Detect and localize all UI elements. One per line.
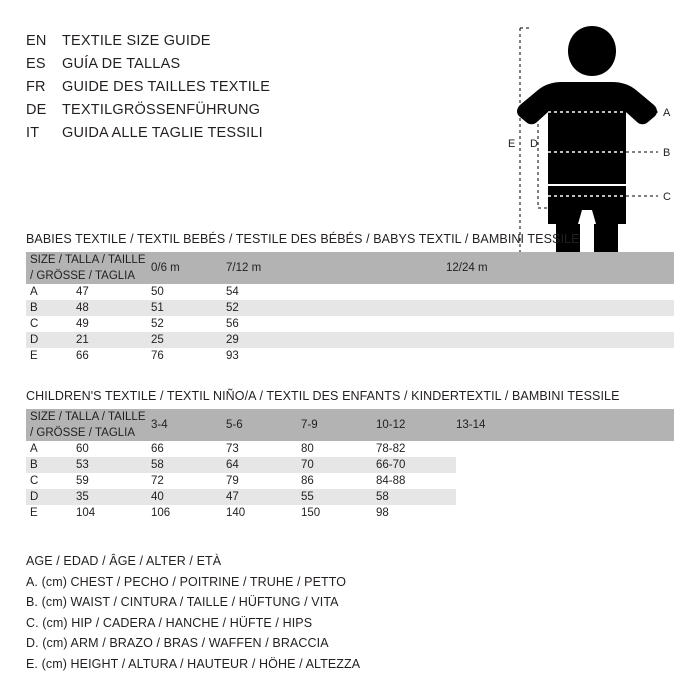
cell-value: 52 <box>226 300 446 316</box>
babies-section-title: BABIES TEXTILE / TEXTIL BEBÉS / TESTILE DES BÉBÉS / BABYS TEXTIL / BAMBINI TESSILE <box>26 232 580 246</box>
legend-line-waist: B. (cm) WAIST / CINTURA / TAILLE / HÜFTUNG / VITA <box>26 595 339 609</box>
cell-value <box>446 300 674 316</box>
language-code: IT <box>26 125 40 141</box>
column-header: 0/6 m <box>151 252 226 284</box>
cell-value: 72 <box>151 473 226 489</box>
figure-label-a: A <box>663 107 671 119</box>
cell-value: 47 <box>226 489 301 505</box>
table-row <box>26 473 674 489</box>
cell-value: 73 <box>226 441 301 457</box>
cell-value: 49 <box>76 316 151 332</box>
cell-value: 84-88 <box>376 473 456 489</box>
cell-value: 56 <box>226 316 446 332</box>
legend-line-hip: C. (cm) HIP / CADERA / HANCHE / HÜFTE / HIPS <box>26 615 313 630</box>
cell-value: 104 <box>76 505 151 521</box>
cell-value: 53 <box>76 457 151 473</box>
cell-value: 21 <box>76 332 151 348</box>
cell-value: 58 <box>151 457 226 473</box>
figure-label-d: D <box>530 138 538 150</box>
row-label: C <box>26 316 76 332</box>
cell-value: 47 <box>76 284 151 300</box>
language-title: TEXTILE SIZE GUIDE <box>62 33 211 49</box>
language-code: EN <box>26 33 47 49</box>
table-row <box>26 316 674 332</box>
row-label: A <box>26 441 76 457</box>
language-row <box>26 125 466 148</box>
cell-value: 98 <box>376 505 456 521</box>
cell-value: 29 <box>226 332 446 348</box>
table-row <box>26 332 674 348</box>
cell-value: 60 <box>76 441 151 457</box>
legend-line-age: AGE / EDAD / ÂGE / ALTER / ETÀ <box>26 554 222 568</box>
column-header: 5-6 <box>226 409 301 441</box>
cell-value: 59 <box>76 473 151 489</box>
row-label: B <box>26 300 76 316</box>
cell-value: 66-70 <box>376 457 456 473</box>
column-header: 7/12 m <box>226 252 446 284</box>
table-row <box>26 300 674 316</box>
row-label: D <box>26 489 76 505</box>
language-title: TEXTILGRÖSSENFÜHRUNG <box>62 102 261 118</box>
cell-value: 58 <box>376 489 456 505</box>
table-header-row <box>26 409 674 441</box>
cell-value: 66 <box>76 348 151 364</box>
column-header: 12/24 m <box>446 252 674 284</box>
figure-label-b: B <box>663 147 671 159</box>
row-label: D <box>26 332 76 348</box>
legend-line-height: E. (cm) HEIGHT / ALTURA / HAUTEUR / HÖHE / ALTEZZA <box>26 656 361 671</box>
cell-value <box>446 332 674 348</box>
cell-value <box>446 316 674 332</box>
cell-value: 140 <box>226 505 301 521</box>
cell-value: 52 <box>151 316 226 332</box>
legend-line-chest: A. (cm) CHEST / PECHO / POITRINE / TRUHE / PETTO <box>26 574 347 589</box>
figure-label-e: E <box>508 138 516 150</box>
column-header: 7-9 <box>301 409 376 441</box>
row-label: E <box>26 348 76 364</box>
babies-section <box>26 232 674 364</box>
figure-label-c: C <box>663 191 671 203</box>
table-row <box>26 489 674 505</box>
cell-value: 80 <box>301 441 376 457</box>
cell-value: 79 <box>226 473 301 489</box>
column-header: 10-12 <box>376 409 456 441</box>
cell-value: 55 <box>301 489 376 505</box>
children-size-table <box>26 409 674 521</box>
language-code: FR <box>26 79 46 95</box>
column-header: 3-4 <box>151 409 226 441</box>
column-header: SIZE / TALLA / TAILLE / GRÖSSE / TAGLIA <box>26 252 151 284</box>
row-label: C <box>26 473 76 489</box>
cell-value: 64 <box>226 457 301 473</box>
table-row <box>26 457 674 473</box>
measurement-legend <box>26 551 360 674</box>
legend-line-arm: D. (cm) ARM / BRAZO / BRAS / WAFFEN / BRACCIA <box>26 636 329 650</box>
cell-value: 76 <box>151 348 226 364</box>
children-section-title: CHILDREN'S TEXTILE / TEXTIL NIÑO/A / TEXTIL DES ENFANTS / KINDERTEXTIL / BAMBINI TESSILE <box>26 389 620 403</box>
language-row <box>26 79 466 102</box>
cell-value: 40 <box>151 489 226 505</box>
cell-value: 50 <box>151 284 226 300</box>
language-title-block <box>26 33 466 148</box>
cell-value: 150 <box>301 505 376 521</box>
language-title: GUÍA DE TALLAS <box>62 56 181 72</box>
row-label: A <box>26 284 76 300</box>
cell-value: 51 <box>151 300 226 316</box>
cell-value: 66 <box>151 441 226 457</box>
language-code: ES <box>26 56 46 72</box>
column-header: SIZE / TALLA / TAILLE / GRÖSSE / TAGLIA <box>26 409 151 441</box>
cell-value <box>446 348 674 364</box>
cell-value <box>446 284 674 300</box>
children-section <box>26 389 674 521</box>
language-title: GUIDE DES TAILLES TEXTILE <box>62 79 271 95</box>
cell-value: 93 <box>226 348 446 364</box>
table-row <box>26 441 674 457</box>
language-row <box>26 33 466 56</box>
cell-value: 35 <box>76 489 151 505</box>
row-label: E <box>26 505 76 521</box>
cell-value: 48 <box>76 300 151 316</box>
language-row <box>26 56 466 79</box>
table-header-row <box>26 252 674 284</box>
cell-value: 25 <box>151 332 226 348</box>
cell-value: 54 <box>226 284 446 300</box>
column-header: 13-14 <box>456 409 674 441</box>
language-title: GUIDA ALLE TAGLIE TESSILI <box>62 125 263 141</box>
table-row <box>26 505 674 521</box>
table-row <box>26 284 674 300</box>
cell-value: 86 <box>301 473 376 489</box>
cell-value: 70 <box>301 457 376 473</box>
cell-value: 106 <box>151 505 226 521</box>
table-row <box>26 348 674 364</box>
row-label: B <box>26 457 76 473</box>
cell-value: 78-82 <box>376 441 456 457</box>
babies-size-table <box>26 252 674 364</box>
language-row <box>26 102 466 125</box>
language-code: DE <box>26 102 47 118</box>
